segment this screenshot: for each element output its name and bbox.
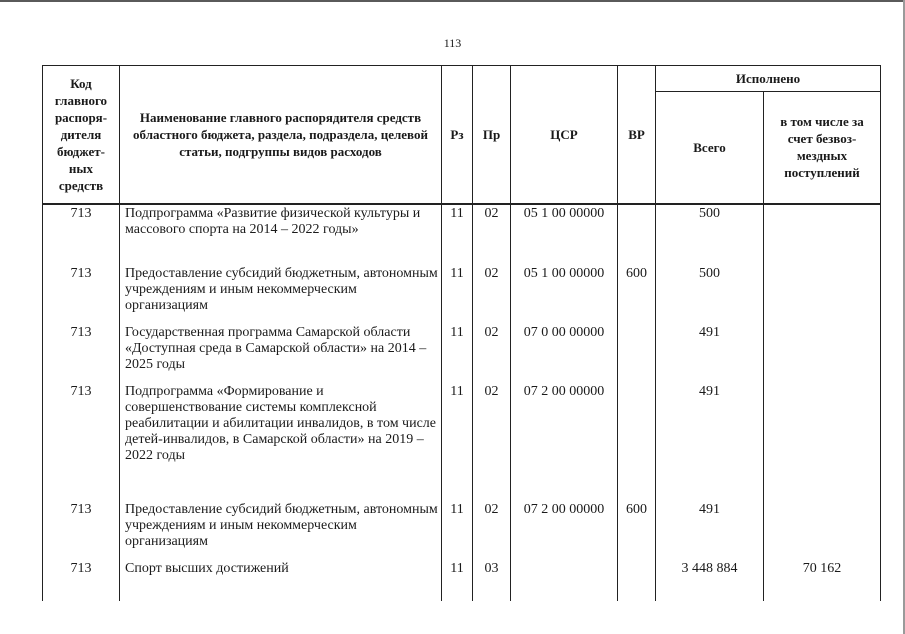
- header-csr: ЦСР: [511, 66, 618, 204]
- cell-csr: [511, 561, 618, 601]
- cell-vr: [618, 325, 656, 384]
- cell-csr: 05 1 00 00000: [511, 266, 618, 325]
- cell-name: Государственная программа Самарской области «Доступная среда в Самарской области» на 2014 – 2025 годы: [120, 325, 442, 384]
- cell-gratis: [764, 502, 881, 561]
- cell-total: 491: [656, 325, 764, 384]
- header-gratis: в том числе за счет безвоз-мездных поступлений: [764, 92, 881, 204]
- cell-rz: 11: [442, 502, 473, 561]
- cell-gratis: [764, 266, 881, 325]
- cell-pr: 02: [473, 204, 511, 266]
- cell-total: 500: [656, 204, 764, 266]
- cell-name: Подпрограмма «Формирование и совершенствование системы комплексной реабилитации и абилитации инвалидов, в том числе детей-инвалидов, в Самарской области» на 2019 – 2022 годы: [120, 384, 442, 502]
- cell-csr: 07 2 00 00000: [511, 384, 618, 502]
- table-row: [43, 384, 881, 502]
- table-row: [43, 502, 881, 561]
- cell-total: 491: [656, 384, 764, 502]
- cell-csr: 07 0 00 00000: [511, 325, 618, 384]
- cell-vr: 600: [618, 266, 656, 325]
- cell-rz: 11: [442, 325, 473, 384]
- cell-rz: 11: [442, 384, 473, 502]
- table-header: [43, 66, 881, 204]
- table-body: [43, 204, 881, 601]
- cell-rz: 11: [442, 266, 473, 325]
- top-border-line: [0, 0, 905, 2]
- cell-pr: 02: [473, 266, 511, 325]
- cell-pr: 03: [473, 561, 511, 601]
- cell-gratis: [764, 384, 881, 502]
- cell-total: 500: [656, 266, 764, 325]
- cell-vr: [618, 204, 656, 266]
- cell-gratis: 70 162: [764, 561, 881, 601]
- cell-name: Подпрограмма «Развитие физической культуры и массового спорта на 2014 – 2022 годы»: [120, 204, 442, 266]
- cell-csr: 07 2 00 00000: [511, 502, 618, 561]
- cell-vr: 600: [618, 502, 656, 561]
- header-vr: ВР: [618, 66, 656, 204]
- header-code: Код главного распоря-дителя бюджет-ных средств: [43, 66, 120, 204]
- table-row: [43, 266, 881, 325]
- header-total: Всего: [656, 92, 764, 204]
- header-rz: Рз: [442, 66, 473, 204]
- cell-pr: 02: [473, 325, 511, 384]
- cell-name: Предоставление субсидий бюджетным, автономным учреждениям и иным некоммерческим организациям: [120, 266, 442, 325]
- table-row: [43, 204, 881, 266]
- cell-vr: [618, 561, 656, 601]
- cell-code: 713: [43, 561, 120, 601]
- cell-vr: [618, 384, 656, 502]
- cell-total: 491: [656, 502, 764, 561]
- cell-rz: 11: [442, 204, 473, 266]
- header-pr: Пр: [473, 66, 511, 204]
- cell-code: 713: [43, 325, 120, 384]
- budget-table: [42, 65, 881, 601]
- cell-code: 713: [43, 384, 120, 502]
- table-row: [43, 561, 881, 601]
- page-number: 113: [443, 36, 462, 50]
- cell-code: 713: [43, 502, 120, 561]
- cell-pr: 02: [473, 502, 511, 561]
- cell-gratis: [764, 204, 881, 266]
- cell-csr: 05 1 00 00000: [511, 204, 618, 266]
- cell-gratis: [764, 325, 881, 384]
- cell-total: 3 448 884: [656, 561, 764, 601]
- cell-pr: 02: [473, 384, 511, 502]
- cell-code: 713: [43, 204, 120, 266]
- cell-name: Спорт высших достижений: [120, 561, 442, 601]
- cell-code: 713: [43, 266, 120, 325]
- table-row: [43, 325, 881, 384]
- header-name: Наименование главного распорядителя средств областного бюджета, раздела, подраздела, целевой статьи, подгруппы видов расходов: [120, 66, 442, 204]
- cell-name: Предоставление субсидий бюджетным, автономным учреждениям и иным некоммерческим организациям: [120, 502, 442, 561]
- header-executed: Исполнено: [656, 66, 881, 92]
- cell-rz: 11: [442, 561, 473, 601]
